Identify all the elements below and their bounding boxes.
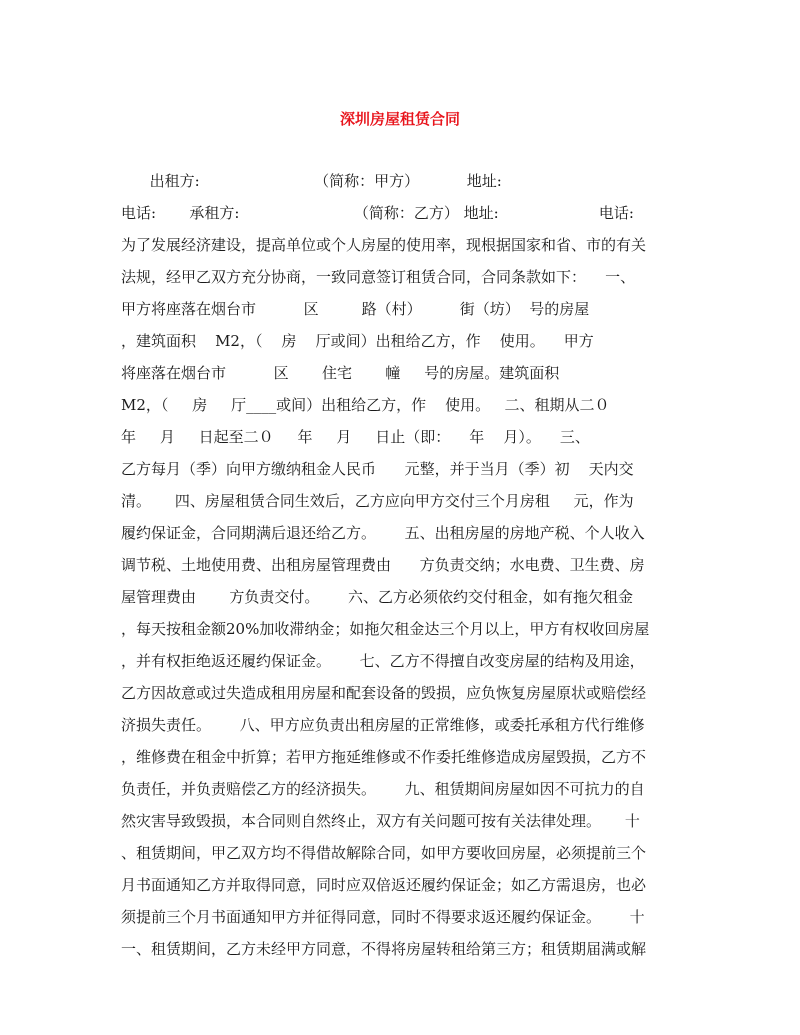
text-line: ，建筑面积 M2，（ 房 厅或间）出租给乙方，作 使用。 甲方 (121, 332, 594, 350)
text-line: 、租赁期间，甲乙双方均不得借故解除合同，如甲方要收回房屋，必须提前三个 (121, 844, 647, 862)
text-line: 将座落在烟台市 区 住宅 幢 号的房屋。建筑面积 (121, 364, 560, 382)
text-line: ，并有权拒绝返还履约保证金。 七、乙方不得擅自改变房屋的结构及用途， (121, 652, 645, 670)
text-line: 为了发展经济建设，提高单位或个人房屋的使用率，现根据国家和省、市的有关 (121, 236, 647, 254)
text-line: 电话: 承租方: （简称：乙方） 地址: 电话: (121, 204, 634, 222)
text-line: 须提前三个月书面通知甲方并征得同意，同时不得要求返还履约保证金。 十 (121, 908, 645, 926)
text-line: 然灾害导致毁损，本合同则自然终止，双方有关问题可按有关法律处理。 十 (121, 812, 640, 830)
text-line: 年 月 日起至二０ 年 月 日止（即： 年 月）。 三、 (121, 428, 590, 446)
text-line: 清。 四、房屋租赁合同生效后，乙方应向甲方交付三个月房租 元，作为 (121, 492, 634, 510)
text-line: 济损失责任。 八、甲方应负责出租房屋的正常维修，或委托承租方代行维修 (121, 716, 645, 734)
text-line: 履约保证金，合同期满后退还给乙方。 五、出租房屋的房地产税、个人收入 (121, 524, 645, 542)
document-title: 深圳房屋租赁合同 (339, 110, 460, 128)
text-line: 乙方每月（季）向甲方缴纳租金人民币 元整，并于当月（季）初 天内交 (121, 460, 634, 478)
text-line: ，维修费在租金中折算；若甲方拖延维修或不作委托维修造成房屋毁损，乙方不 (121, 748, 647, 766)
text-line: 乙方因故意或过失造成租用房屋和配套设备的毁损，应负恢复房屋原状或赔偿经 (121, 684, 647, 702)
text-line: 屋管理费由 方负责交付。 六、乙方必须依约交付租金，如有拖欠租金 (121, 588, 633, 606)
text-line: 负责任，并负责赔偿乙方的经济损失。 九、租赁期间房屋如因不可抗力的自 (121, 780, 645, 798)
text-line: 甲方将座落在烟台市 区 路（村） 街（坊） 号的房屋 (121, 300, 590, 318)
text-line: M2，（ 房 厅____或间）出租给乙方，作 使用。 二、租期从二０ (121, 396, 610, 414)
text-line: ，每天按租金额20%加收滞纳金；如拖欠租金达三个月以上，甲方有权收回房屋 (121, 620, 650, 638)
text-line: 调节税、土地使用费、出租房屋管理费由 方负责交纳；水电费、卫生费、房 (121, 556, 645, 574)
text-line: 一、租赁期间，乙方未经甲方同意，不得将房屋转租给第三方；租赁期届满或解 (121, 940, 647, 958)
text-line: 月书面通知乙方并取得同意，同时应双倍返还履约保证金；如乙方需退房，也必 (121, 876, 647, 894)
text-line: 出租方: （简称：甲方） 地址: (121, 172, 502, 190)
text-line: 法规，经甲乙双方充分协商，一致同意签订租赁合同，合同条款如下： 一、 (121, 268, 636, 286)
